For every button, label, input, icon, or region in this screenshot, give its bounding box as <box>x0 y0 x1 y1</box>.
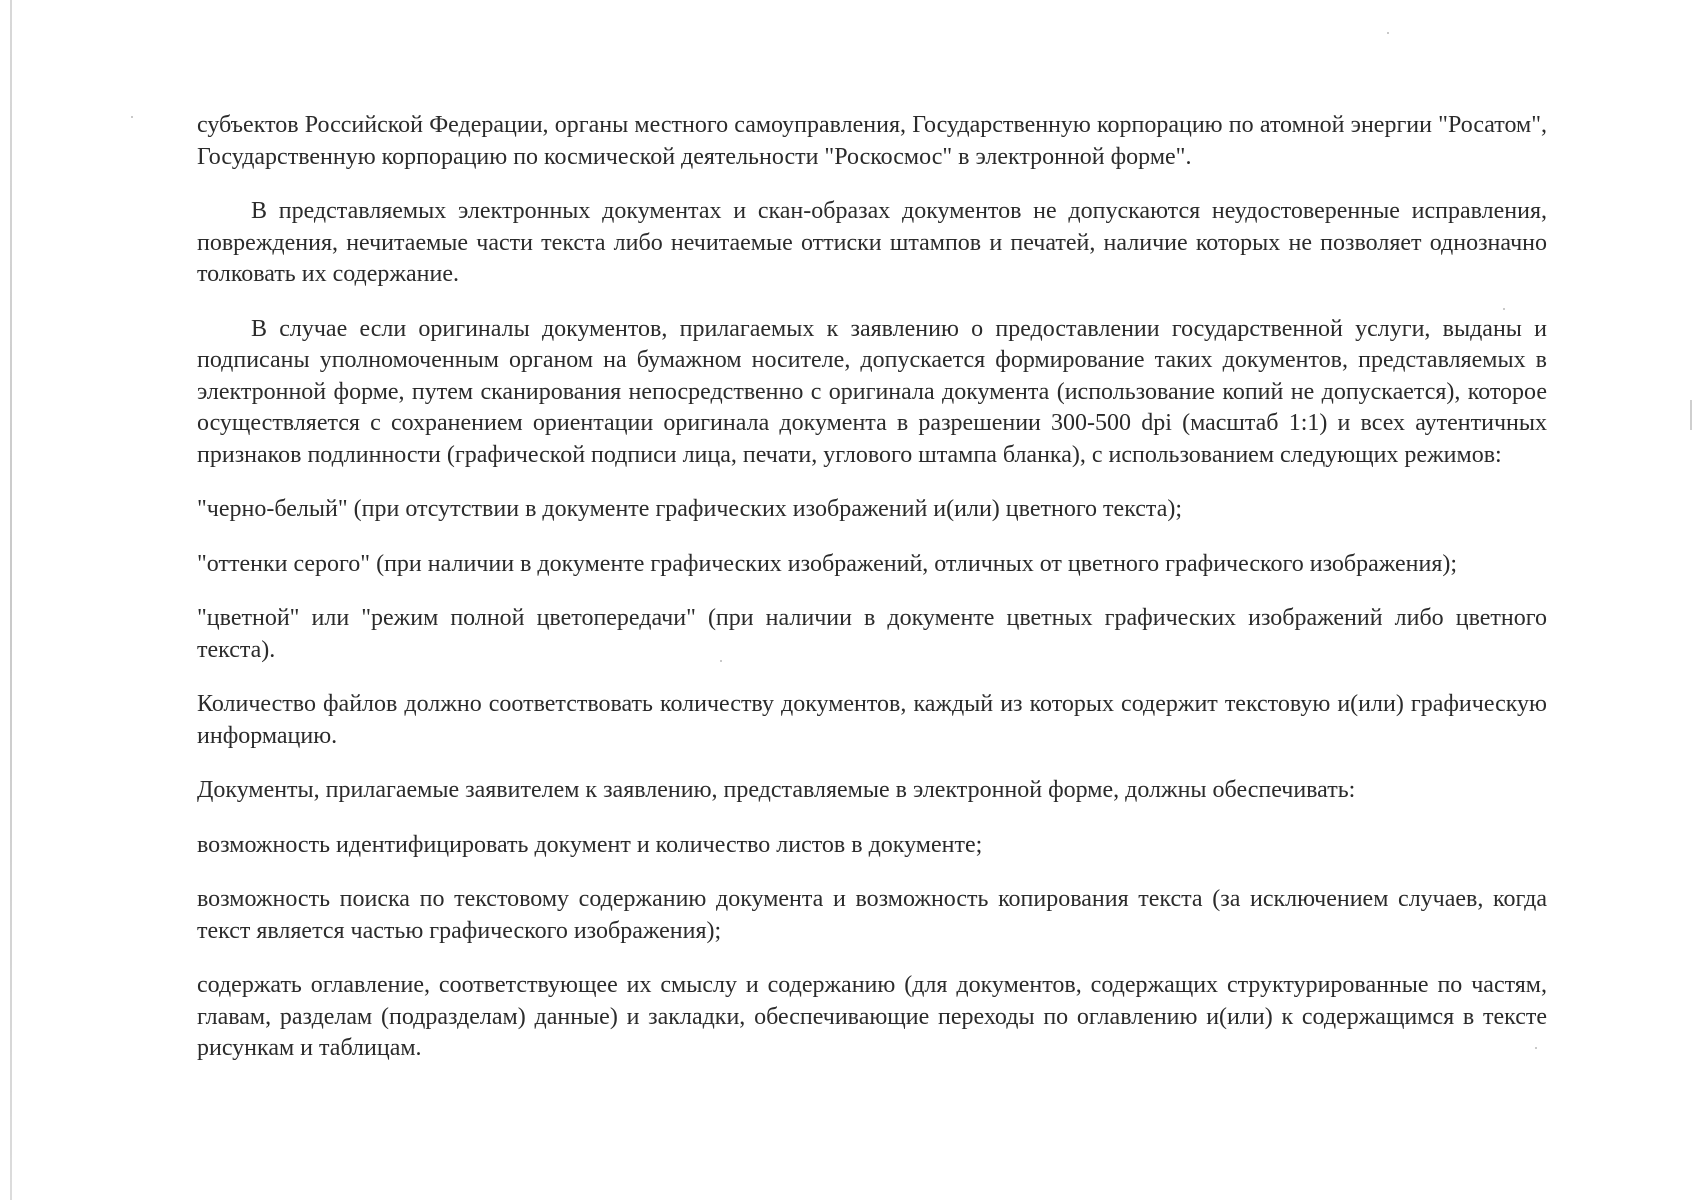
document-body <box>197 110 1547 1088</box>
paragraph-10: возможность поиска по текстовому содержанию документа и возможность копирования текста (за исключением случаев, когда текст является частью графического изображения); <box>197 886 1547 944</box>
paragraph-5: "оттенки серого" (при наличии в документе графических изображений, отличных от цветного графического изображения); <box>197 550 1458 577</box>
paragraph-4: "черно-белый" (при отсутствии в документе графических изображений и(или) цветного текста); <box>197 496 1183 522</box>
paragraph-6: "цветной" или "режим полной цветопередачи" (при наличии в документе цветных графических изображений либо цветного текста). <box>197 605 1547 663</box>
paragraph-9: возможность идентифицировать документ и количество листов в документе; <box>197 831 983 858</box>
paragraph-2: В представляемых электронных документах и скан-образах документов не допускаются неудостоверенные исправления, повреждения, нечитаемые части текста либо нечитаемые оттиски штампов и печатей, наличие которых не позволяет однозначно толковать их содержание. <box>197 198 1547 287</box>
scan-speck <box>1387 32 1389 34</box>
scan-right-mark <box>1690 400 1692 430</box>
paragraph-1: субъектов Российской Федерации, органы местного самоуправления, Государственную корпорацию по атомной энергии "Росатом", Государственную корпорацию по космической деятельности "Роскосмос" в электронной форме". <box>197 112 1547 170</box>
scan-left-edge <box>10 0 12 1200</box>
scan-speck <box>131 116 133 118</box>
paragraph-8: Документы, прилагаемые заявителем к заявлению, представляемые в электронной форме, должны обеспечивать: <box>197 777 1356 803</box>
paragraph-11: содержать оглавление, соответствующее их смыслу и содержанию (для документов, содержащих структурированные по частям, главам, разделам (подразделам) данные) и закладки, обеспечивающие переходы по оглавлению и(или) к содержащимся в тексте рисункам и таблицам. <box>197 972 1547 1061</box>
paragraph-3: В случае если оригиналы документов, прилагаемых к заявлению о предоставлении государственной услуги, выданы и подписаны уполномоченным органом на бумажном носителе, допускается формирование таких документов, представляемых в электронной форме, путем сканирования непосредственно с оригинала документа (использование копий не допускается), которое осуществляется с сохранением ориентации оригинала документа в разрешении 300-500 dpi (масштаб 1:1) и всех аутентичных признаков подлинности (графической подписи лица, печати, углового штампа бланка), с использованием следующих режимов: <box>197 315 1548 468</box>
paragraph-7: Количество файлов должно соответствовать количеству документов, каждый из которых содержит текстовую и(или) графическую информацию. <box>197 691 1547 749</box>
